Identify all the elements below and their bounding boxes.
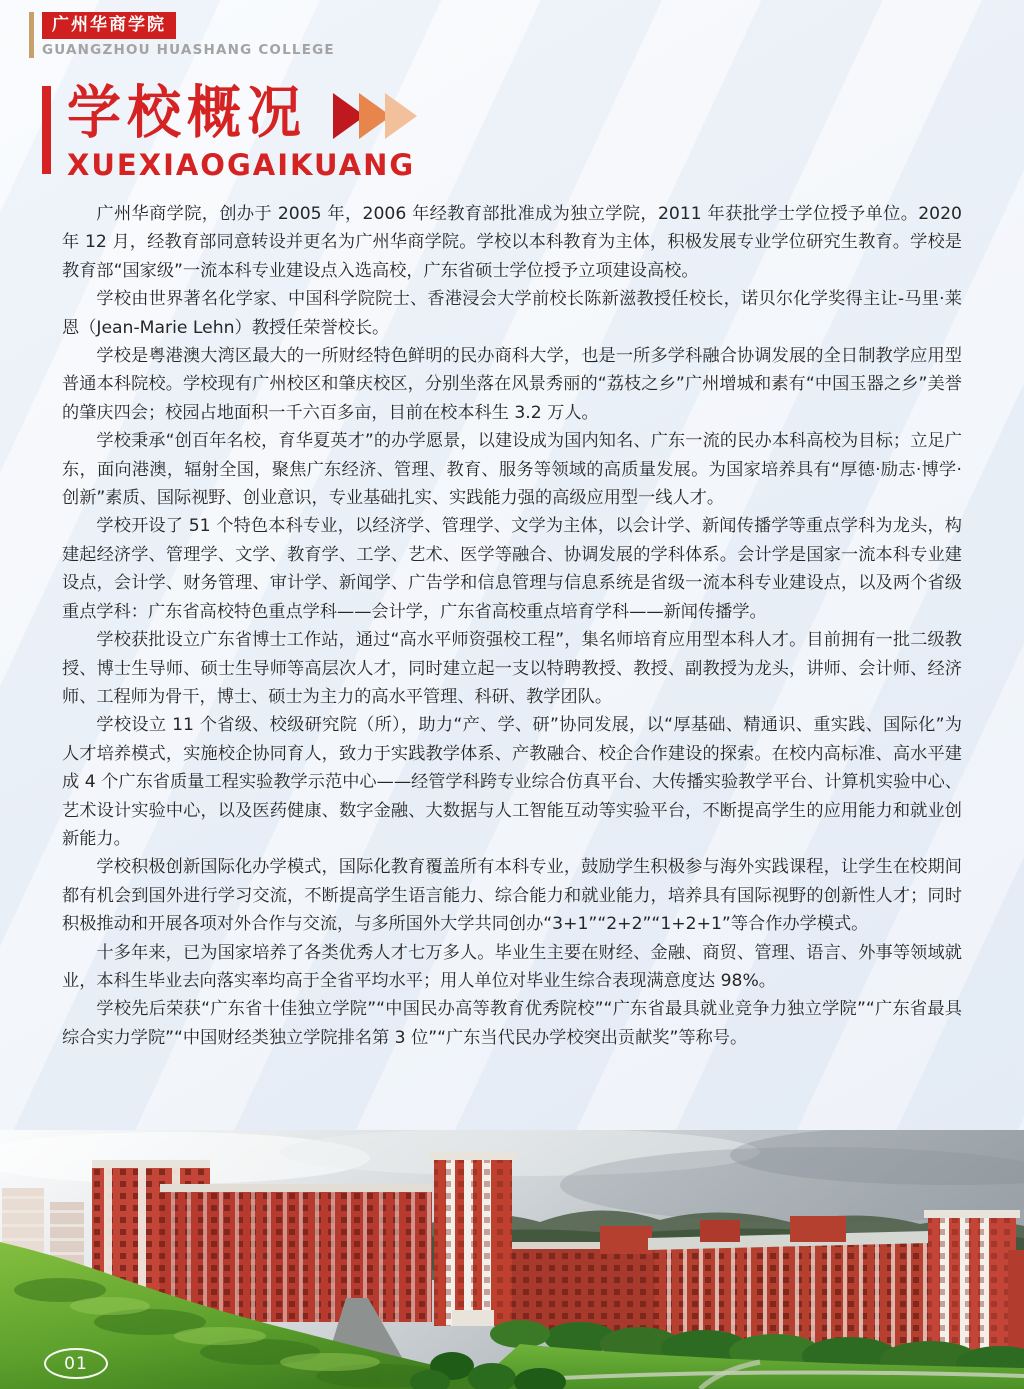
page-number-badge bbox=[44, 1348, 108, 1379]
arrow-triangle-light-icon bbox=[385, 93, 417, 139]
page-header bbox=[29, 12, 335, 58]
title-text-group bbox=[67, 79, 417, 182]
triangle-arrows-icon bbox=[333, 93, 417, 139]
college-logo-en: GUANGZHOU HUASHANG COLLEGE bbox=[42, 42, 335, 59]
building-center-tower bbox=[430, 1152, 516, 1326]
college-logo-cn: 广州华商学院 bbox=[42, 12, 176, 39]
paragraph-majors: 学校开设了 51 个特色本科专业，以经济学、管理学、文学为主体，以会计学、新闻传播学等重点学科为龙头，构建起经济学、管理学、文学、教育学、工学、艺术、医学等融合、协调发展的学科体系。会计学是国家一流本科专业建设点，会计学、财务管理、审计学、新闻学、广告学和信息管理与信息系统是省级一流本科专业建设点，以及两个省级重点学科：广东省高校特色重点学科——会计学，广东省高校重点培育学科——新闻传播学。 bbox=[62, 516, 962, 622]
building-mid-slab bbox=[160, 1184, 432, 1322]
page-title-pinyin: XUEXIAOGAIKUANG bbox=[67, 148, 416, 182]
paragraph-faculty: 学校获批设立广东省博士工作站，通过“高水平师资强校工程”，集名师培育应用型本科人才。目前拥有一批二级教授、博士生导师、硕士生导师等高层次人才，同时建立起一支以特聘教授、教授、副教授为龙头，讲师、会计师、经济师、工程师为骨干，博士、硕士为主力的高水平管理、科研、教学团队。 bbox=[62, 630, 962, 707]
paragraph-international: 学校积极创新国际化办学模式，国际化教育覆盖所有本科专业，鼓励学生积极参与海外实践课程，让学生在校期间都有机会到国外进行学习交流，不断提高学生语言能力、综合能力和就业能力，培养具有国际视野的创新性人才；同时积极推动和开展各项对外合作与交流，与多所国外大学共同创办“3+1”“2+2”“1+2+1”等合作办学模式。 bbox=[62, 857, 962, 935]
building-right-tower bbox=[924, 1210, 1024, 1356]
paragraph-research: 学校设立 11 个省级、校级研究院（所），助力“产、学、研”协同发展，以“厚基础、精通识、重实践、国际化”为人才培养模式，实施校企协同育人，致力于实践教学体系、产教融合、校企合作建设的探索。在校内高标准、高水平建成 4 个广东省质量工程实验教学示范中心——经管学科跨专业综合仿真平台、大传播实验教学平台、计算机实验中心、艺术设计实验中心，以及医药健康、数字金融、大数据与人工智能互动等实验平台，不断提高学生的应用能力和就业创新能力。 bbox=[62, 715, 962, 849]
logo-accent-bar bbox=[29, 12, 34, 58]
building-center-wing bbox=[512, 1226, 662, 1336]
paragraph-founding: 广州华商学院，创办于 2005 年，2006 年经教育部批准成为独立学院，2011 年获批学士学位授予单位。2020 年 12 月，经教育部同意转设并更名为广州华商学院。学校以本科教育为主体，积极发展专业学位研究生教育。学校是教育部“国家级”一流本科专业建设点入选高校，广东省硕士学位授予立项建设高校。 bbox=[62, 204, 962, 281]
page-number: 01 bbox=[64, 1353, 88, 1374]
paragraph-honors: 学校先后荣获“广东省十佳独立学院”“中国民办高等教育优秀院校”“广东省最具就业竞争力独立学院”“广东省最具综合实力学院”“中国财经类独立学院排名第 3 位”“广东当代民办学校突出贡献奖”等称号。 bbox=[62, 999, 962, 1048]
paragraph-campuses: 学校是粤港澳大湾区最大的一所财经特色鲜明的民办商科大学，也是一所多学科融合协调发展的全日制教学应用型普通本科院校。学校现有广州校区和肇庆校区，分别坐落在风景秀丽的“荔枝之乡”广州增城和素有“中国玉器之乡”美誉的肇庆四会；校园占地面积一千六百多亩，目前在校本科生 3.2 万人。 bbox=[62, 346, 962, 423]
title-accent-bar bbox=[42, 86, 51, 174]
section-title-block bbox=[42, 79, 417, 182]
paragraph-vision: 学校秉承“创百年名校，育华夏英才”的办学愿景，以建设成为国内知名、广东一流的民办本科高校为目标；立足广东，面向港澳，辐射全国，聚焦广东经济、管理、教育、服务等领域的高质量发展。为国家培养具有“厚德·励志·博学·创新”素质、国际视野、创业意识，专业基础扎实、实践能力强的高级应用型一线人才。 bbox=[62, 431, 962, 509]
paragraph-president: 学校由世界著名化学家、中国科学院院士、香港浸会大学前校长陈新滋教授任校长，诺贝尔化学奖得主让-马里·莱恩（Jean-Marie Lehn）教授任荣誉校长。 bbox=[62, 289, 962, 338]
campus-photo-illustration bbox=[0, 1130, 1024, 1389]
paragraph-graduates: 十多年来，已为国家培养了各类优秀人才七万多人。毕业生主要在财经、金融、商贸、管理、语言、外事等领域就业，本科生毕业去向落实率均高于全省平均水平；用人单位对毕业生综合表现满意度达 98%。 bbox=[62, 942, 962, 991]
page-title: 学校概况 bbox=[67, 79, 307, 146]
logo-block bbox=[42, 12, 335, 58]
overview-article bbox=[62, 200, 962, 1052]
campus-photo bbox=[0, 1130, 1024, 1389]
